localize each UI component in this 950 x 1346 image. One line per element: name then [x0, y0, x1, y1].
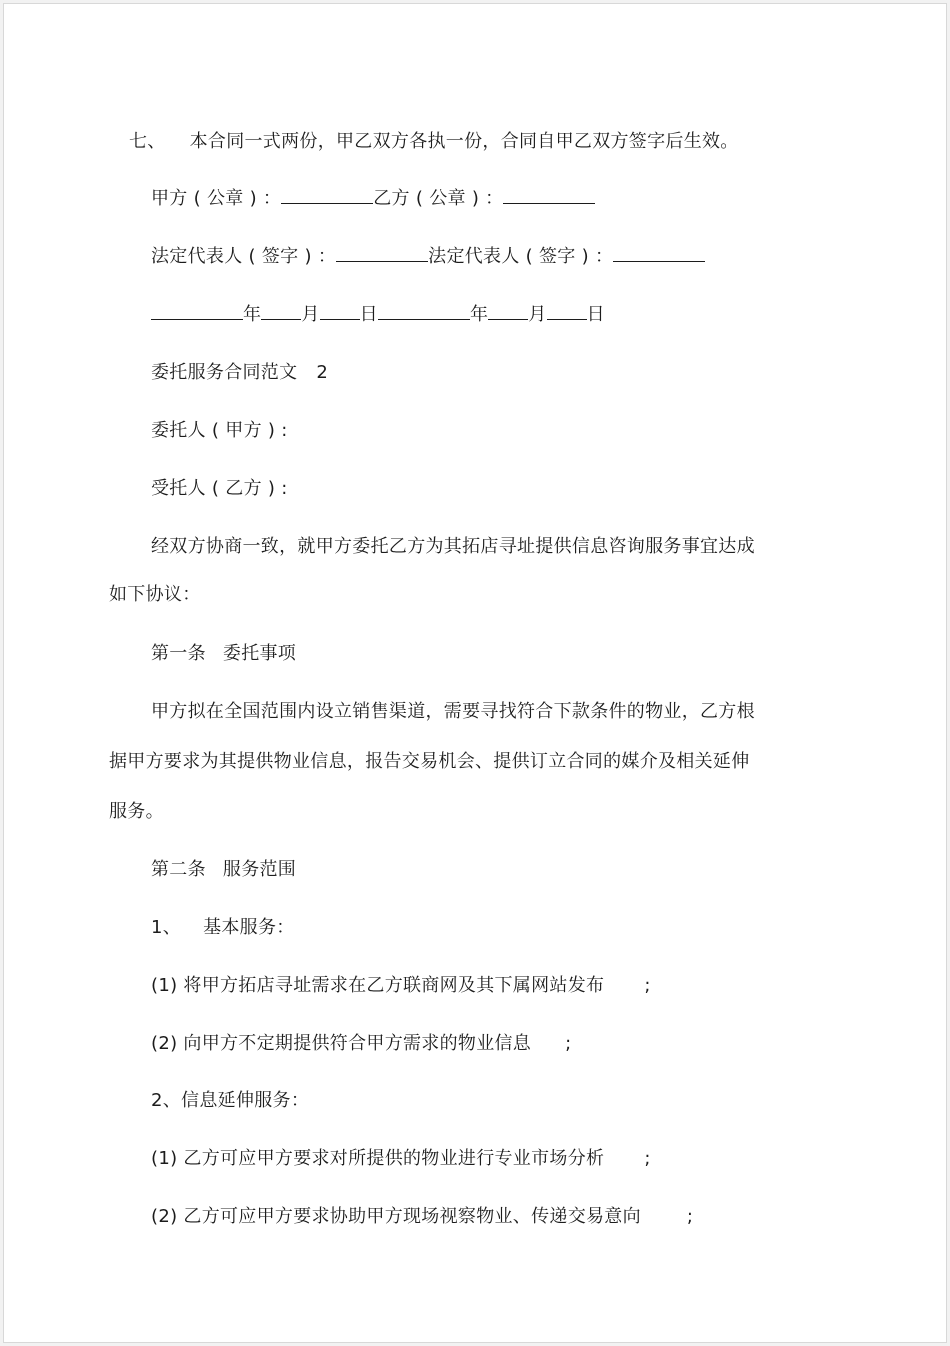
- section-title-number: 2: [316, 362, 329, 383]
- sub-item-text: 乙方可应甲方要求对所提供的物业进行专业市场分析: [183, 1148, 605, 1169]
- day-blank-a: [320, 303, 360, 320]
- party-a-seal-label: 甲方 ( 公章 ) ：: [151, 188, 282, 209]
- party-b-seal-label: 乙方 ( 公章 ) ：: [373, 188, 504, 209]
- date-line: [151, 303, 605, 327]
- day-label: 日: [359, 304, 378, 325]
- paragraph-commission-line-2: 据甲方要求为其提供物业信息，报告交易机会、提供订立合同的媒介及相关延伸: [109, 751, 750, 772]
- sub-item-number: (2): [151, 1033, 178, 1054]
- year-blank-b: [378, 303, 470, 320]
- item-extended-service: 2、信息延伸服务：: [151, 1090, 310, 1111]
- party-b-rep-blank: [613, 245, 705, 262]
- month-label: 月: [528, 304, 547, 325]
- clause-number: 七、: [129, 131, 166, 152]
- article-one-heading: [151, 642, 296, 666]
- month-blank-b: [488, 303, 528, 320]
- article-number: 第二条: [151, 859, 206, 880]
- article-title: 服务范围: [222, 859, 297, 880]
- document-page: [3, 3, 947, 1343]
- sub-item-end: ;: [686, 1206, 694, 1227]
- sub-item-end: ;: [565, 1033, 572, 1054]
- clause-seven: [129, 130, 739, 154]
- item-number: 1、: [151, 917, 182, 938]
- year-label: 年: [243, 304, 262, 325]
- month-blank-a: [261, 303, 301, 320]
- sub-item-number: (1): [151, 975, 178, 996]
- principal-line: 委托人 ( 甲方 ) :: [151, 420, 288, 441]
- day-blank-b: [547, 303, 587, 320]
- month-label: 月: [301, 304, 320, 325]
- article-number: 第一条: [151, 643, 206, 664]
- party-a-rep-blank: [336, 245, 428, 262]
- sub-item-2-2: [151, 1205, 693, 1229]
- sub-item-number: (1): [151, 1148, 178, 1169]
- section-title: [151, 361, 328, 385]
- sub-item-1-1: [151, 974, 651, 998]
- article-title: 委托事项: [222, 643, 297, 664]
- sub-item-text: 向甲方不定期提供符合甲方需求的物业信息: [183, 1033, 532, 1054]
- paragraph-agreement-line-1: 经双方协商一致，就甲方委托乙方为其拓店寻址提供信息咨询服务事宜达成: [151, 536, 755, 557]
- sub-item-text: 乙方可应甲方要求协助甲方现场视察物业、传递交易意向: [183, 1206, 641, 1227]
- seal-line: [151, 187, 595, 211]
- year-label: 年: [469, 304, 489, 325]
- sub-item-end: ;: [644, 1148, 651, 1169]
- item-basic-service: [151, 916, 295, 940]
- paragraph-commission-line-3: 服务。: [109, 801, 164, 822]
- party-b-seal-blank: [503, 187, 595, 204]
- party-b-rep-label: 法定代表人 ( 签字 ) ：: [428, 246, 614, 267]
- day-label: 日: [586, 304, 605, 325]
- article-two-heading: [151, 858, 296, 882]
- paragraph-commission-line-1: 甲方拟在全国范围内设立销售渠道，需要寻找符合下款条件的物业，乙方根: [151, 701, 755, 722]
- clause-text: 本合同一式两份，甲乙双方各执一份，合同自甲乙双方签字后生效。: [189, 131, 739, 152]
- party-a-rep-label: 法定代表人 ( 签字 ) ：: [151, 246, 337, 267]
- sub-item-2-1: [151, 1147, 651, 1171]
- item-text: 基本服务：: [203, 917, 295, 938]
- representative-line: [151, 245, 705, 269]
- year-blank-a: [151, 303, 243, 320]
- sub-item-1-2: [151, 1032, 571, 1056]
- section-title-text: 委托服务合同范文: [151, 362, 298, 383]
- sub-item-text: 将甲方拓店寻址需求在乙方联商网及其下属网站发布: [183, 975, 605, 996]
- agent-line: 受托人 ( 乙方 ) :: [151, 478, 288, 499]
- sub-item-number: (2): [151, 1206, 178, 1227]
- paragraph-agreement-line-2: 如下协议：: [109, 584, 201, 605]
- sub-item-end: ;: [644, 975, 651, 996]
- party-a-seal-blank: [281, 187, 373, 204]
